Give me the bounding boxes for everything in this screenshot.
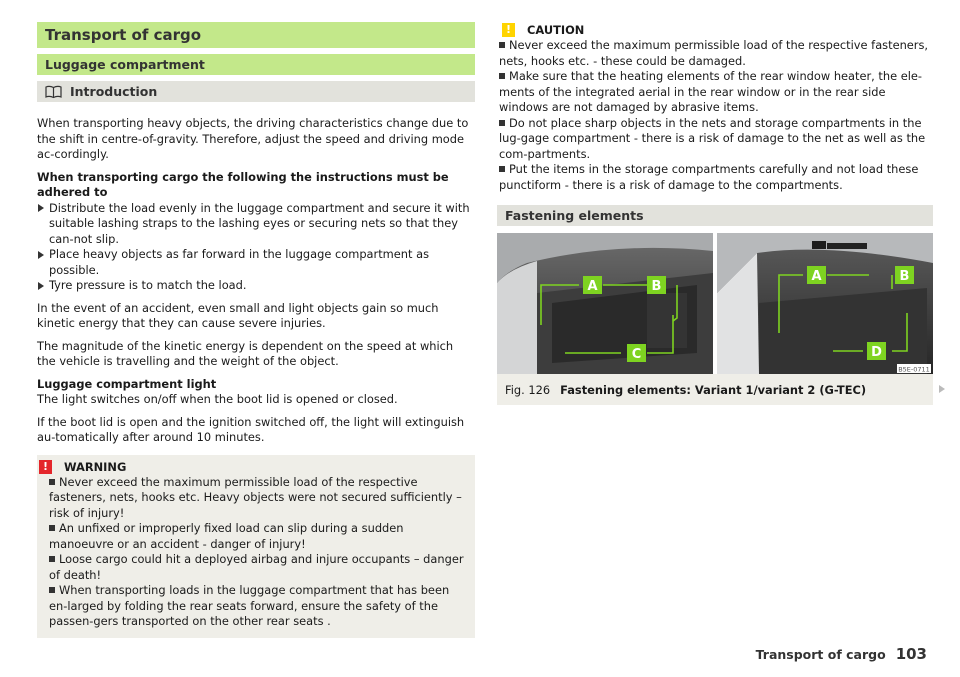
callout-label-a: A — [587, 279, 598, 294]
square-bullet-icon — [499, 166, 505, 172]
caution-label: CAUTION — [527, 22, 585, 37]
warning-label: WARNING — [64, 460, 127, 474]
luggage-compartment-illustration — [497, 233, 933, 374]
chapter-title: Transport of cargo — [37, 22, 475, 48]
arrow-right-icon — [38, 282, 44, 290]
caution-icon: ! — [502, 23, 515, 37]
paragraph-boot-lid: If the boot lid is open and the ignition switched off, the light will extinguish au-tomatically after around 10 minutes. — [37, 414, 465, 444]
light-heading: Luggage compartment light — [37, 376, 217, 391]
caution-item: Never exceed the maximum permissible load of the respective fasteners, nets, hooks etc. - these could be damaged. — [499, 38, 929, 68]
instruction-list — [37, 201, 475, 294]
paragraph-kinetic-energy: In the event of an accident, even small and light objects gain so much kinetic energy that they can cause severe injuries. — [37, 300, 439, 330]
square-bullet-icon — [49, 525, 55, 531]
square-bullet-icon — [49, 556, 55, 562]
caution-item: Put the items in the storage compartments carefully and not load these punctiform - there is a risk of damage to the compartments. — [499, 162, 919, 192]
square-bullet-icon — [499, 120, 505, 126]
callout-label-c: C — [631, 347, 642, 362]
square-bullet-icon — [499, 73, 505, 79]
warning-item: Never exceed the maximum permissible load of the respective fasteners, nets, hooks etc. Heavy objects were not secured sufficiently – risk of injury! — [49, 474, 462, 520]
square-bullet-icon — [499, 42, 505, 48]
instructions-heading: When transporting cargo the following the instructions must be adhered to — [37, 169, 449, 199]
square-bullet-icon — [49, 479, 55, 485]
paragraph-magnitude: The magnitude of the kinetic energy is dependent on the speed at which the vehicle is travelling and the weight of the object. — [37, 338, 454, 368]
square-bullet-icon — [49, 587, 55, 593]
callout-label-a2: A — [811, 269, 822, 284]
warning-header — [39, 460, 467, 475]
figure-caption — [497, 374, 933, 405]
footer-section-title: Transport of cargo — [755, 646, 886, 662]
page-number: 103 — [895, 645, 927, 663]
callout-label-b: B — [651, 279, 662, 294]
intro-heading: Introduction — [70, 84, 158, 99]
intro-heading-bar — [37, 81, 475, 102]
caution-header — [502, 22, 931, 37]
warning-item: An unfixed or improperly fixed load can slip during a sudden manoeuvre or an accident - danger of injury! — [49, 521, 404, 551]
book-icon — [45, 85, 62, 99]
left-column — [37, 22, 475, 638]
section-title: Luggage compartment — [37, 54, 475, 75]
caution-box — [497, 22, 933, 193]
list-item: Distribute the load evenly in the luggage compartment and secure it with suitable lashing straps to the lashing eyes or securing nets so that they can-not slip. — [37, 201, 475, 248]
continue-arrow-icon — [939, 385, 945, 393]
figure-caption-text: Fastening elements: Variant 1/variant 2 (G-TEC) — [560, 382, 867, 397]
warning-item: Loose cargo could hit a deployed airbag and injure occupants – danger of death! — [49, 552, 464, 582]
fastening-heading: Fastening elements — [505, 208, 644, 223]
light-text: The light switches on/off when the boot lid is opened or closed. — [37, 392, 398, 406]
figure-126 — [497, 233, 933, 405]
warning-box — [37, 455, 475, 638]
right-column — [497, 22, 933, 405]
caution-item: Make sure that the heating elements of the rear window heater, the ele-ments of the integrated aerial in the rear window or in the rear side windows are not damaged by abrasive items. — [499, 69, 923, 114]
list-item: Place heavy objects as far forward in the luggage compartment as possible. — [37, 247, 475, 278]
arrow-right-icon — [38, 204, 44, 212]
warning-item: When transporting loads in the luggage compartment that has been en-larged by folding the rear seats forward, ensure the safety of the passen-gers transported on the other rear seats . — [49, 583, 450, 628]
paragraph-centre-of-gravity: When transporting heavy objects, the driving characteristics change due to the shift in centre-of-gravity. Therefore, adjust the speed and driving mode ac-cordingly. — [37, 116, 469, 161]
arrow-right-icon — [38, 251, 44, 259]
page-footer — [756, 645, 927, 663]
list-item: Tyre pressure is to match the load. — [37, 278, 475, 294]
callout-label-d: D — [871, 345, 882, 360]
figure-number: Fig. 126 — [505, 382, 551, 397]
fastening-heading-bar — [497, 205, 933, 226]
figure-code: B5E-0711 — [898, 365, 930, 374]
callout-label-b2: B — [899, 269, 910, 284]
caution-item: Do not place sharp objects in the nets and storage compartments in the lug-gage compartment - there is a risk of damage to the net as well as the com-partments. — [499, 115, 926, 161]
warning-icon: ! — [39, 460, 52, 474]
